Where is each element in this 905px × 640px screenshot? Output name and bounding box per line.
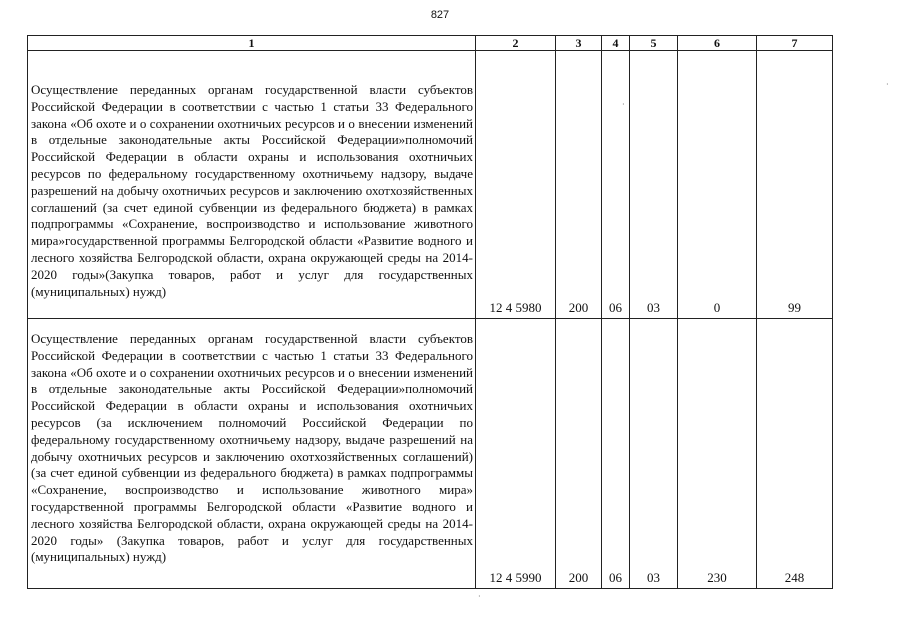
budget-table: [27, 35, 833, 589]
expense-type: 200: [556, 51, 602, 319]
row-description-cell: [28, 319, 476, 589]
scan-speck: ·: [478, 592, 481, 601]
scan-speck: ·: [622, 100, 625, 109]
section-code: 06: [602, 51, 630, 319]
column-header: 6: [678, 36, 757, 51]
column-header: 1: [28, 36, 476, 51]
column-header: 4: [602, 36, 630, 51]
column-header: 3: [556, 36, 602, 51]
subsection-code: 03: [630, 51, 678, 319]
page-number: 827: [430, 9, 450, 21]
amount-second: 99: [757, 51, 833, 319]
amount-first: 230: [678, 319, 757, 589]
row-description-cell: [28, 51, 476, 319]
table-row: [28, 51, 833, 319]
target-article-code: 12 4 5980: [476, 51, 556, 319]
expense-type: 200: [556, 319, 602, 589]
column-header: 5: [630, 36, 678, 51]
amount-first: 0: [678, 51, 757, 319]
table-row: [28, 319, 833, 589]
row-description: Осуществление переданных органам государственной власти субъектов Российской Федерации в соответствии с частью 1 статьи 33 Федерального закона «Об охоте и о сохранении охотничьих ресурсов и о внесении изменений в отдельные законодательные акты Российской Федерации»полномочий Российской Федерации в области охраны и использования охотничьих ресурсов по федеральному государственному охотничьему надзору, выдаче разрешений на добычу охотничьих ресурсов и заключению охотхозяйственных соглашений (за счет единой субвенции из федерального бюджета) в рамках подпрограммы «Сохранение, воспроизводство и использование животного мира»государственной программы Белгородской области «Развитие водного и лесного хозяйства Белгородской области, охрана окружающей среды на 2014-2020 годы»(Закупка товаров, работ и услуг для государственных (муниципальных) нужд): [31, 82, 473, 299]
section-code: 06: [602, 319, 630, 589]
row-description: Осуществление переданных органам государственной власти субъектов Российской Федерации в соответствии с частью 1 статьи 33 Федерального закона «Об охоте и о сохранении охотничьих ресурсов и о внесении изменений в отдельные законодательные акты Российской Федерации»полномочий Российской Федерации в области охраны и использования охотничьих ресурсов (за исключением полномочий Российской Федерации по федеральному государственному охотничьему надзору, выдаче разрешений на добычу охотничьих ресурсов и заключению охотхозяйственных соглашений) (за счет единой субвенции из федерального бюджета) в рамках подпрограммы «Сохранение, воспроизводство и использование животного мира» государственной программы Белгородской области «Развитие водного и лесного хозяйства Белгородской области, охрана окружающей среды на 2014-2020 годы» (Закупка товаров, работ и услуг для государственных (муниципальных) нужд): [31, 331, 473, 565]
table-header-row: [28, 36, 833, 51]
column-header: 2: [476, 36, 556, 51]
scan-speck: ·: [886, 80, 889, 89]
target-article-code: 12 4 5990: [476, 319, 556, 589]
amount-second: 248: [757, 319, 833, 589]
subsection-code: 03: [630, 319, 678, 589]
column-header: 7: [757, 36, 833, 51]
